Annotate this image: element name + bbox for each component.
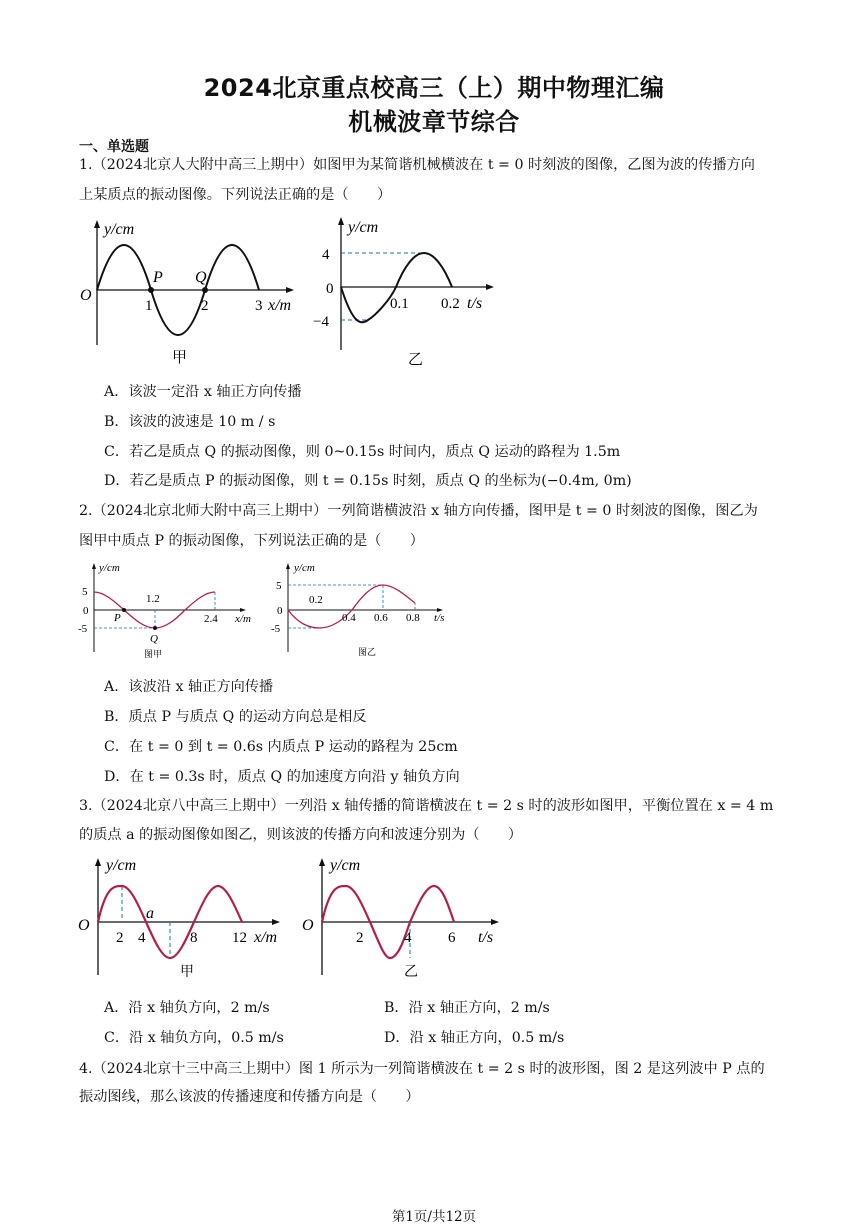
q3-figure-jia	[78, 850, 298, 980]
question-2-line2: 图甲中质点 P 的振动图像，下列说法正确的是（ ）	[79, 533, 424, 549]
y-axis-label: y/cm	[104, 221, 135, 238]
x-axis-arrow	[240, 608, 246, 612]
y-axis-arrow	[338, 217, 344, 225]
question-2-line1: 2.（2024北京北师大附中高三上期中）一列简谐横波沿 x 轴方向传播，图甲是 t = 0 时刻波的图像，图乙为	[79, 503, 758, 519]
caption-yi: 乙	[404, 965, 418, 980]
y-tick-bottom: −4	[313, 314, 329, 330]
t-tick-0-6: 0.6	[374, 612, 388, 624]
caption-yi: 图乙	[358, 647, 377, 657]
section-heading: 一、单选题	[79, 139, 149, 155]
q3-option-d: D．沿 x 轴正方向，0.5 m/s	[384, 1030, 565, 1046]
tick-3: 3	[255, 298, 263, 314]
question-4-line2: 振动图线，那么该波的传播速度和传播方向是（ ）	[79, 1089, 420, 1105]
point-p-dot	[122, 608, 126, 612]
t-axis-label: t/s	[478, 929, 494, 946]
x-tick-1-2: 1.2	[146, 593, 160, 605]
q3-option-c: C．沿 x 轴负方向，0.5 m/s	[104, 1030, 284, 1046]
point-q-dot	[153, 626, 157, 630]
y-axis-arrow	[286, 563, 290, 569]
q1-option-a: A．该波一定沿 x 轴正方向传播	[104, 384, 302, 400]
x-tick-12: 12	[232, 930, 247, 946]
y-axis-label: y/cm	[294, 562, 315, 574]
y-tick-bottom: -5	[78, 623, 88, 635]
point-q-dot	[202, 287, 208, 293]
t-axis-arrow	[491, 919, 499, 925]
document-title-line1: 2024北京重点校高三（上）期中物理汇编	[203, 74, 665, 102]
q2-option-a: A．该波沿 x 轴正方向传播	[104, 679, 274, 695]
document-title-line2: 机械波章节综合	[348, 108, 520, 136]
y-axis-arrow	[95, 858, 101, 866]
tick-2: 2	[201, 298, 209, 314]
point-q-label: Q	[195, 269, 207, 286]
y-tick-zero: 0	[326, 281, 334, 297]
y-axis-label: y/cm	[348, 219, 379, 236]
question-3-line1: 3.（2024北京八中高三上期中）一列沿 x 轴传播的简谐横波在 t = 2 s 时的波形如图甲，平衡位置在 x = 4 m	[79, 798, 774, 814]
point-p-label: P	[153, 269, 163, 286]
q1-figure-jia	[80, 210, 320, 370]
t-tick-0-4: 0.4	[342, 612, 356, 624]
t-axis-label: t/s	[467, 295, 483, 312]
y-axis-label: y/cm	[330, 857, 361, 874]
point-a-label: a	[146, 905, 154, 922]
caption-jia: 甲	[172, 350, 188, 366]
question-1-line1: 1.（2024北京人大附中高三上期中）如图甲为某简谐机械横波在 t = 0 时刻波的图像，乙图为波的传播方向	[79, 157, 755, 173]
x-axis-label: x/m	[254, 929, 278, 946]
y-axis-arrow	[319, 858, 325, 866]
t-tick-2: 2	[356, 930, 364, 946]
y-axis-arrow	[94, 220, 100, 228]
x-axis-arrow	[272, 919, 280, 925]
y-tick-top: 5	[82, 586, 88, 598]
t-tick-4: 4	[404, 930, 412, 946]
point-q-label: Q	[150, 633, 158, 645]
point-p-label: P	[114, 612, 121, 624]
q1-option-c: C．若乙是质点 Q 的振动图像，则 0~0.15s 时间内，质点 Q 运动的路程为 1.5m	[104, 444, 621, 460]
question-4-line1: 4.（2024北京十三中高三上期中）图 1 所示为一列简谐横波在 t = 2 s 时的波形图，图 2 是这列波中 P 点的	[79, 1061, 765, 1077]
y-axis-arrow	[92, 563, 96, 569]
y-tick-zero: 0	[277, 605, 283, 617]
caption-yi: 乙	[408, 352, 424, 368]
q2-option-b: B．质点 P 与质点 Q 的运动方向总是相反	[104, 709, 367, 725]
t-tick-0-8: 0.8	[406, 612, 420, 624]
y-tick-top: 5	[276, 580, 282, 592]
x-tick-2-4: 2.4	[204, 613, 218, 625]
x-tick-4: 4	[138, 930, 146, 946]
y-tick-bottom: -5	[271, 623, 281, 635]
question-1-line2: 上某质点的振动图像。下列说法正确的是（ ）	[79, 187, 392, 203]
x-tick-8: 8	[190, 930, 198, 946]
q3-figure-yi	[300, 850, 510, 980]
q2-figure-jia	[78, 558, 268, 662]
t-axis-arrow	[486, 284, 494, 290]
q2-figure-yi	[268, 558, 458, 662]
q2-option-d: D．在 t = 0.3s 时，质点 Q 的加速度方向沿 y 轴负方向	[104, 769, 460, 785]
y-axis-label: y/cm	[99, 562, 120, 574]
t-tick-2: 0.2	[441, 296, 460, 312]
t-tick-1: 0.1	[390, 296, 409, 312]
x-axis-label: x/m	[235, 613, 251, 625]
origin-label: O	[78, 917, 90, 934]
q1-figure-yi	[310, 205, 510, 370]
y-tick-top: 4	[322, 247, 330, 263]
y-tick-zero: 0	[83, 605, 89, 617]
question-3-line2: 的质点 a 的振动图像如图乙，则该波的传播方向和波速分别为（ ）	[79, 827, 523, 843]
page-footer: 第1页/共12页	[391, 1209, 477, 1225]
origin-label: O	[302, 917, 314, 934]
caption-jia: 甲	[180, 965, 194, 980]
y-axis-label: y/cm	[106, 857, 137, 874]
t-axis-label: t/s	[434, 612, 445, 624]
q1-option-d: D．若乙是质点 P 的振动图像，则 t = 0.15s 时刻，质点 Q 的坐标为(−0.4m, 0m)	[104, 473, 632, 489]
q2-option-c: C．在 t = 0 到 t = 0.6s 内质点 P 运动的路程为 25cm	[104, 739, 458, 755]
t-tick-6: 6	[448, 930, 456, 946]
tick-1: 1	[145, 298, 153, 314]
q3-option-b: B．沿 x 轴正方向，2 m/s	[384, 1000, 550, 1016]
caption-jia: 图甲	[144, 649, 163, 659]
q3-option-a: A．沿 x 轴负方向，2 m/s	[104, 1000, 270, 1016]
point-p-dot	[148, 287, 154, 293]
origin-label: O	[80, 287, 92, 304]
x-tick-2: 2	[116, 930, 124, 946]
x-axis-label: x/m	[268, 297, 292, 314]
t-tick-0-2: 0.2	[309, 594, 323, 606]
x-axis-arrow	[286, 287, 294, 293]
q1-option-b: B．该波的波速是 10 m / s	[104, 414, 276, 430]
